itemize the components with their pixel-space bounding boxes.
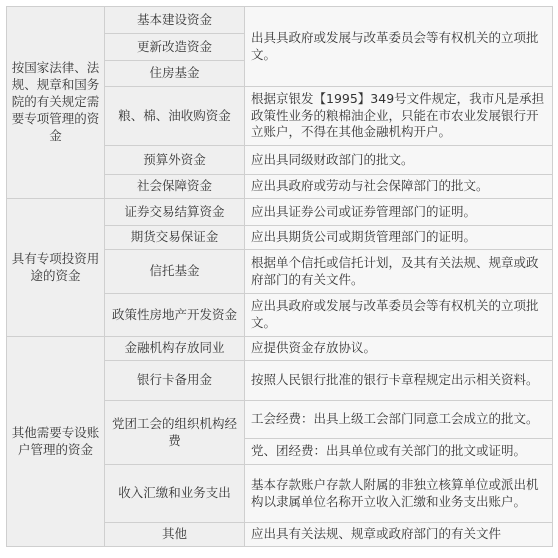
requirement-cell: 基本存款账户存款人附属的非独立核算单位或派出机构以隶属单位名称开立收入汇缴和业务支出账户。 bbox=[245, 465, 553, 523]
table-row bbox=[7, 199, 553, 226]
requirement-cell: 根据京银发【1995】349号文件规定，我市凡是承担政策性业务的粮棉油企业，只能在市农业发展银行开立账户，不得在其他金融机构开户。 bbox=[245, 87, 553, 146]
fund-name-cell: 其他 bbox=[105, 523, 245, 547]
fund-name-cell: 期货交易保证金 bbox=[105, 226, 245, 250]
fund-name-cell: 社会保障资金 bbox=[105, 175, 245, 199]
fund-name-cell: 银行卡备用金 bbox=[105, 361, 245, 401]
requirement-cell: 按照人民银行批准的银行卡章程规定出示相关资料。 bbox=[245, 361, 553, 401]
fund-name-cell: 政策性房地产开发资金 bbox=[105, 294, 245, 337]
fund-name-cell: 住房基金 bbox=[105, 61, 245, 87]
category-cell: 按国家法律、法规、规章和国务院的有关规定需要专项管理的资金 bbox=[7, 7, 105, 199]
category-cell: 其他需要专设账户管理的资金 bbox=[7, 337, 105, 547]
fund-name-cell: 粮、棉、油收购资金 bbox=[105, 87, 245, 146]
category-cell: 具有专项投资用途的资金 bbox=[7, 199, 105, 337]
requirement-cell: 工会经费：出具上级工会部门同意工会成立的批文。 bbox=[245, 401, 553, 439]
table-row bbox=[7, 7, 553, 34]
requirement-cell: 党、团经费：出具单位或有关部门的批文或证明。 bbox=[245, 439, 553, 465]
requirement-cell: 应提供资金存放协议。 bbox=[245, 337, 553, 361]
fund-name-cell: 预算外资金 bbox=[105, 146, 245, 175]
fund-name-cell: 更新改造资金 bbox=[105, 34, 245, 61]
table-row bbox=[7, 337, 553, 361]
requirement-cell: 出具具政府或发展与改革委员会等有权机关的立项批文。 bbox=[245, 7, 553, 87]
requirement-cell: 根据单个信托或信托计划，及其有关法规、规章或政府部门的有关文件。 bbox=[245, 250, 553, 294]
requirement-cell: 应出具有关法规、规章或政府部门的有关文件 bbox=[245, 523, 553, 547]
requirement-cell: 应出具同级财政部门的批文。 bbox=[245, 146, 553, 175]
requirement-cell: 应出具证券公司或证券管理部门的证明。 bbox=[245, 199, 553, 226]
requirement-cell: 应出具政府或劳动与社会保障部门的批文。 bbox=[245, 175, 553, 199]
fund-name-cell: 党团工会的组织机构经费 bbox=[105, 401, 245, 465]
requirement-cell: 应出具期货公司或期货管理部门的证明。 bbox=[245, 226, 553, 250]
fund-account-table bbox=[6, 6, 553, 547]
fund-name-cell: 金融机构存放同业 bbox=[105, 337, 245, 361]
fund-name-cell: 证券交易结算资金 bbox=[105, 199, 245, 226]
fund-name-cell: 收入汇缴和业务支出 bbox=[105, 465, 245, 523]
fund-name-cell: 信托基金 bbox=[105, 250, 245, 294]
fund-name-cell: 基本建设资金 bbox=[105, 7, 245, 34]
fund-account-table-container bbox=[6, 6, 552, 552]
requirement-cell: 应出具政府或发展与改革委员会等有权机关的立项批文。 bbox=[245, 294, 553, 337]
